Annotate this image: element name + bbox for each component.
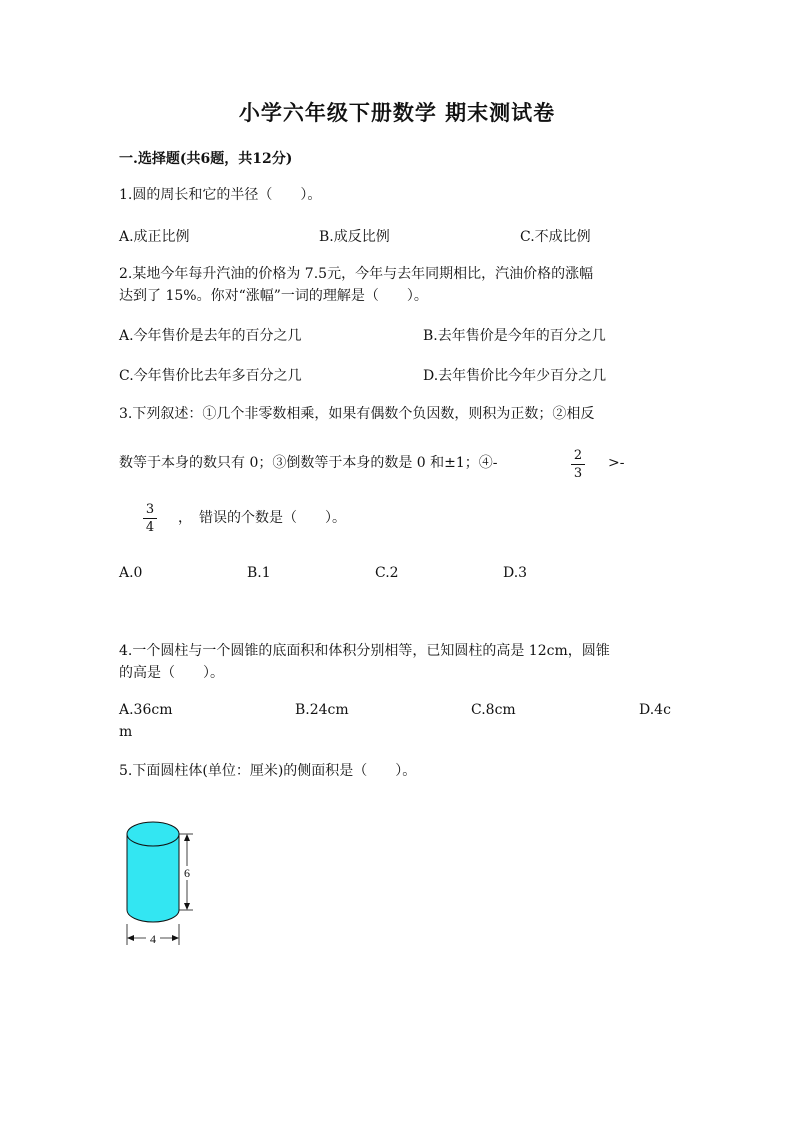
question-1-stem: 1.圆的周长和它的半径（ ）。 — [119, 187, 322, 203]
greater-than-negative: >- — [608, 455, 625, 471]
question-2-stem-line-2: 达到了 15%。你对“涨幅”一词的理解是（ ）。 — [119, 288, 428, 304]
fraction-three-quarters — [142, 502, 158, 535]
question-3-option-b: B.1 — [247, 565, 271, 581]
question-3-stem-line-3: ， 错误的个数是（ ）。 — [178, 510, 346, 526]
diameter-label: 4 — [150, 932, 156, 946]
question-1-option-b: B.成反比例 — [319, 229, 390, 245]
cylinder-svg — [118, 812, 208, 952]
question-4-option-b: B.24cm — [295, 702, 349, 718]
question-2-option-d: D.去年售价比今年少百分之几 — [423, 368, 607, 384]
question-2-option-a: A.今年售价是去年的百分之几 — [119, 328, 302, 344]
fraction-numerator: 3 — [145, 502, 155, 517]
fraction-two-thirds — [570, 448, 586, 481]
question-5-stem: 5.下面圆柱体(单位：厘米)的侧面积是（ ）。 — [119, 763, 417, 779]
height-label: 6 — [184, 866, 190, 880]
fraction-denominator: 3 — [573, 466, 583, 481]
cylinder-figure — [118, 812, 208, 952]
diameter-arrow-right — [172, 935, 179, 941]
question-4-option-d-wrap: m — [119, 724, 133, 740]
diameter-arrow-left — [127, 935, 134, 941]
question-4-stem-line-2: 的高是（ ）。 — [119, 665, 224, 681]
question-3-option-d: D.3 — [503, 565, 528, 581]
question-1-option-a: A.成正比例 — [119, 229, 190, 245]
question-4-option-a: A.36cm — [119, 702, 173, 718]
question-3-option-a: A.0 — [119, 565, 143, 581]
page-title: 小学六年级下册数学 期末测试卷 — [238, 100, 556, 125]
question-3-option-c: C.2 — [375, 565, 399, 581]
question-4-option-d: D.4c — [639, 702, 671, 718]
section-heading: 一.选择题(共6题，共12分) — [119, 151, 293, 167]
question-4-stem-line-1: 4.一个圆柱与一个圆锥的底面积和体积分别相等，已知圆柱的高是 12cm，圆锥 — [119, 643, 610, 659]
fraction-numerator: 2 — [573, 448, 583, 463]
fraction-bar — [571, 464, 585, 465]
fraction-bar — [143, 518, 157, 519]
height-arrow-down — [184, 903, 190, 910]
question-4-option-c: C.8cm — [471, 702, 516, 718]
question-3-stem-line-1: 3.下列叙述：①几个非零数相乘，如果有偶数个负因数，则积为正数；②相反 — [119, 406, 595, 422]
question-2-option-c: C.今年售价比去年多百分之几 — [119, 368, 302, 384]
question-2-stem-line-1: 2.某地今年每升汽油的价格为 7.5元，今年与去年同期相比，汽油价格的涨幅 — [119, 266, 594, 282]
question-3-stem-line-2: 数等于本身的数只有 0；③倒数等于本身的数是 0 和±1；④- — [119, 455, 498, 471]
cylinder-body — [127, 834, 179, 922]
question-2-option-b: B.去年售价是今年的百分之几 — [423, 328, 606, 344]
height-arrow-up — [184, 834, 190, 841]
question-1-option-c: C.不成比例 — [520, 229, 591, 245]
cylinder-top — [127, 822, 179, 846]
fraction-denominator: 4 — [145, 520, 155, 535]
